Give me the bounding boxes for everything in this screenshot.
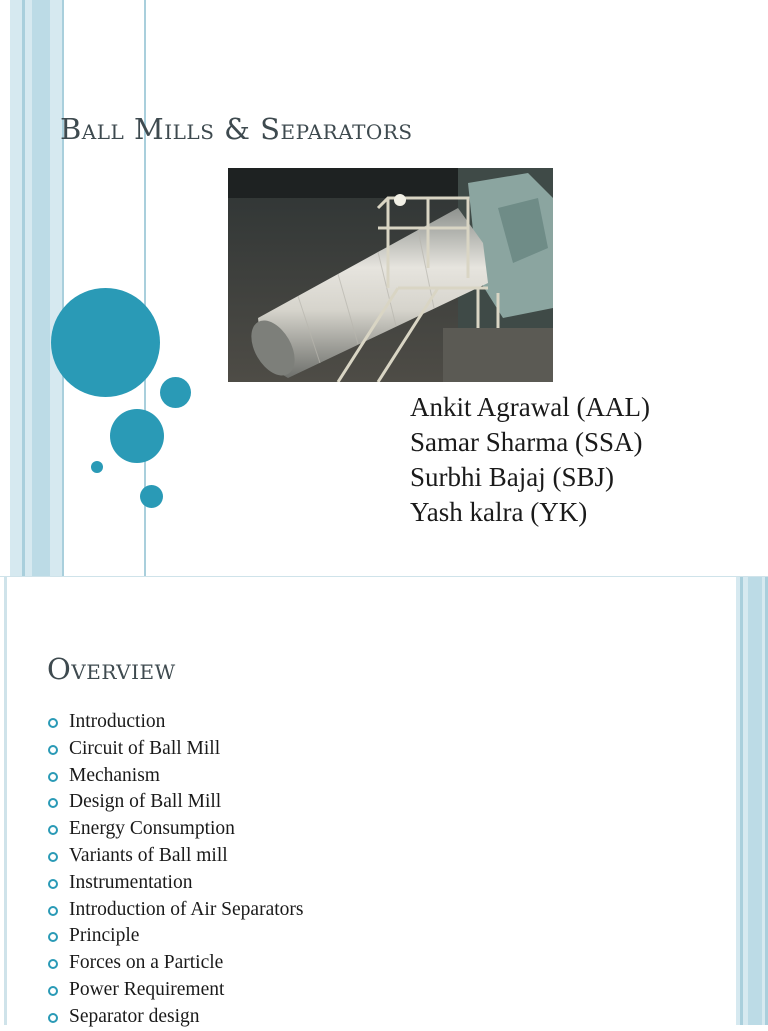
- circle-bullet-icon: [48, 772, 58, 782]
- list-item: [48, 870, 304, 897]
- right-stripe-line: [740, 577, 743, 1025]
- list-item-label: Principle: [69, 925, 140, 947]
- list-item-label: Introduction: [69, 711, 166, 732]
- list-item-label: Circuit of Ball Mill: [69, 737, 221, 759]
- circle-bullet-icon: [48, 932, 58, 942]
- author-name: Ankit Agrawal (AAL): [410, 392, 650, 422]
- circle-bullet-icon: [48, 852, 58, 862]
- overview-title: Overview: [47, 652, 176, 686]
- circle-bullet-icon: [48, 798, 58, 808]
- list-item: [48, 763, 304, 790]
- decorative-circle-tiny: [91, 461, 103, 473]
- left-edge-stripe: [4, 577, 7, 1025]
- decorative-circle-small: [160, 377, 191, 408]
- list-item-label: Energy Consumption: [69, 818, 235, 840]
- list-item: [48, 897, 304, 924]
- decorative-circle-large: [51, 288, 160, 397]
- list-item: [48, 709, 304, 736]
- list-item: [48, 816, 304, 843]
- slide-title: Ball Mills & Separators: [60, 112, 413, 146]
- ball-mill-illustration: [228, 168, 553, 382]
- list-item-label: Design of Ball Mill: [69, 791, 222, 813]
- overview-list: [48, 709, 304, 1031]
- list-item-label: Separator design: [69, 1005, 200, 1027]
- decorative-circle-small: [140, 485, 163, 508]
- circle-bullet-icon: [48, 959, 58, 969]
- list-item: [48, 923, 304, 950]
- list-item: [48, 789, 304, 816]
- list-item-label: Power Requirement: [69, 978, 225, 1000]
- list-item: [48, 736, 304, 763]
- circle-bullet-icon: [48, 745, 58, 755]
- list-item: [48, 1004, 304, 1031]
- author-list: [410, 390, 650, 530]
- ball-mill-photo: [228, 168, 553, 382]
- list-item: [48, 950, 304, 977]
- left-stripe-line: [32, 0, 50, 576]
- left-stripe-line: [62, 0, 64, 576]
- list-item-label: Introduction of Air Separators: [69, 898, 304, 920]
- decorative-circle-medium: [110, 409, 164, 463]
- author-name: Surbhi Bajaj (SBJ): [410, 462, 615, 492]
- circle-bullet-icon: [48, 825, 58, 835]
- circle-bullet-icon: [48, 1013, 58, 1023]
- circle-bullet-icon: [48, 718, 58, 728]
- author-name: Samar Sharma (SSA): [410, 427, 643, 457]
- list-item: [48, 977, 304, 1004]
- list-item-label: Forces on a Particle: [69, 952, 224, 974]
- right-stripe-line: [748, 577, 762, 1025]
- left-stripe-line: [22, 0, 25, 576]
- list-item-label: Instrumentation: [69, 871, 193, 893]
- list-item-label: Mechanism: [69, 764, 160, 786]
- circle-bullet-icon: [48, 986, 58, 996]
- list-item: [48, 843, 304, 870]
- circle-bullet-icon: [48, 906, 58, 916]
- list-item-label: Variants of Ball mill: [69, 844, 228, 866]
- circle-bullet-icon: [48, 879, 58, 889]
- author-name: Yash kalra (YK): [410, 497, 588, 527]
